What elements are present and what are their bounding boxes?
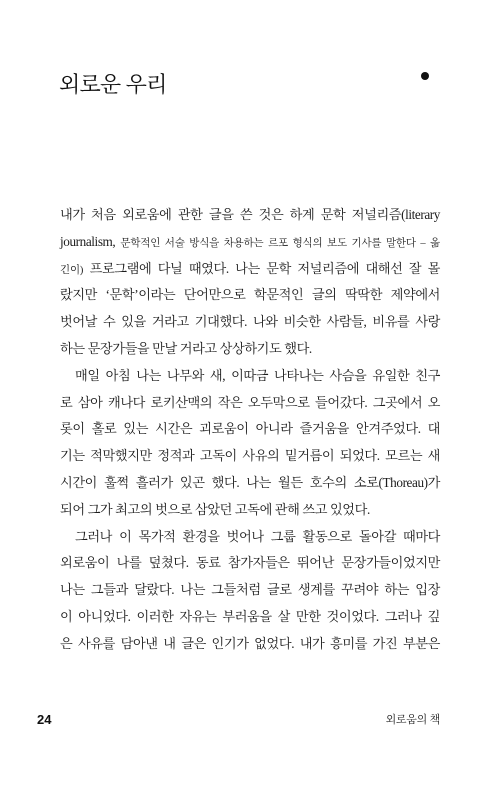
text-line [60, 550, 440, 577]
paragraph [60, 363, 440, 524]
paragraph [60, 202, 440, 363]
line-text: 외로움이 나를 덮쳤다. 동료 참가자들은 뛰어난 문장가들이었지만 [60, 555, 440, 571]
line-text: 프로그램에 다닐 때였다. 나는 문학 저널리즘에 대해선 잘 몰 [83, 260, 440, 276]
text-line [60, 390, 440, 417]
text-line [60, 336, 440, 363]
line-text: 되어 그가 최고의 벗으로 삼았던 고독에 관해 쓰고 있었다. [60, 501, 370, 517]
text-line [60, 256, 440, 283]
line-text: journalism, [60, 233, 121, 249]
line-text: 하는 문장가들을 만날 거라고 상상하기도 했다. [60, 340, 312, 356]
running-footer-book-title: 외로움의 책 [385, 714, 440, 726]
paragraph [60, 524, 440, 658]
text-line [60, 443, 440, 470]
text-line [60, 309, 440, 336]
page-number: 24 [37, 712, 52, 727]
text-line [60, 631, 440, 658]
text-line [60, 282, 440, 309]
translator-note-text: 긴이) [60, 264, 84, 276]
text-line [60, 229, 440, 256]
text-line [60, 416, 440, 443]
line-text: 나는 그들과 달랐다. 나는 그들처럼 글로 생계를 꾸려야 하는 입장 [60, 582, 440, 598]
text-line [60, 202, 440, 229]
line-text: 은 사유를 담아낸 내 글은 인기가 없었다. 내가 흥미를 가진 부분은 [60, 635, 440, 651]
text-line [60, 470, 440, 497]
line-text: 그러나 이 목가적 환경을 벗어나 그룹 활동으로 돌아갈 때마다 [75, 528, 440, 544]
body-text [60, 202, 440, 658]
translator-note-text: 문학적인 서술 방식을 차용하는 르포 형식의 보도 기사를 말한다 – 옮 [120, 237, 440, 249]
text-line [60, 363, 440, 390]
chapter-title: 외로운 우리 [59, 72, 167, 97]
line-text: 롯이 홀로 있는 시간은 괴로움이 아니라 즐거움을 안겨주었다. 대 [60, 421, 440, 437]
text-line [60, 604, 440, 631]
line-text: 기는 적막했지만 정적과 고독이 사유의 밑거름이 되었다. 모르는 새 [60, 448, 440, 464]
line-text: 내가 처음 외로움에 관한 글을 쓴 것은 하계 문학 저널리즘(literary [60, 207, 440, 222]
text-line [60, 497, 440, 524]
text-line [60, 524, 440, 551]
line-text: 벗어날 수 있을 거라고 기대했다. 나와 비슷한 사람들, 비유를 사랑 [60, 314, 440, 330]
line-text: 로 삼아 캐나다 로키산맥의 작은 오두막으로 들어갔다. 그곳에서 오 [60, 394, 440, 410]
line-text: 이 아니었다. 이러한 자유는 부러움을 살 만한 것이었다. 그러나 깊 [60, 608, 440, 624]
line-text: 매일 아침 나는 나무와 새, 이따금 나타나는 사슴을 유일한 친구 [75, 367, 440, 383]
line-text: 랐지만 ‘문학’이라는 단어만으로 학문적인 글의 딱딱한 제약에서 [60, 287, 440, 303]
line-text: 시간이 훌쩍 흘러가 있곤 했다. 나는 월든 호수의 소로(Thoreau)가 [60, 474, 440, 490]
text-line [60, 577, 440, 604]
bullet-dot-icon [421, 72, 429, 80]
